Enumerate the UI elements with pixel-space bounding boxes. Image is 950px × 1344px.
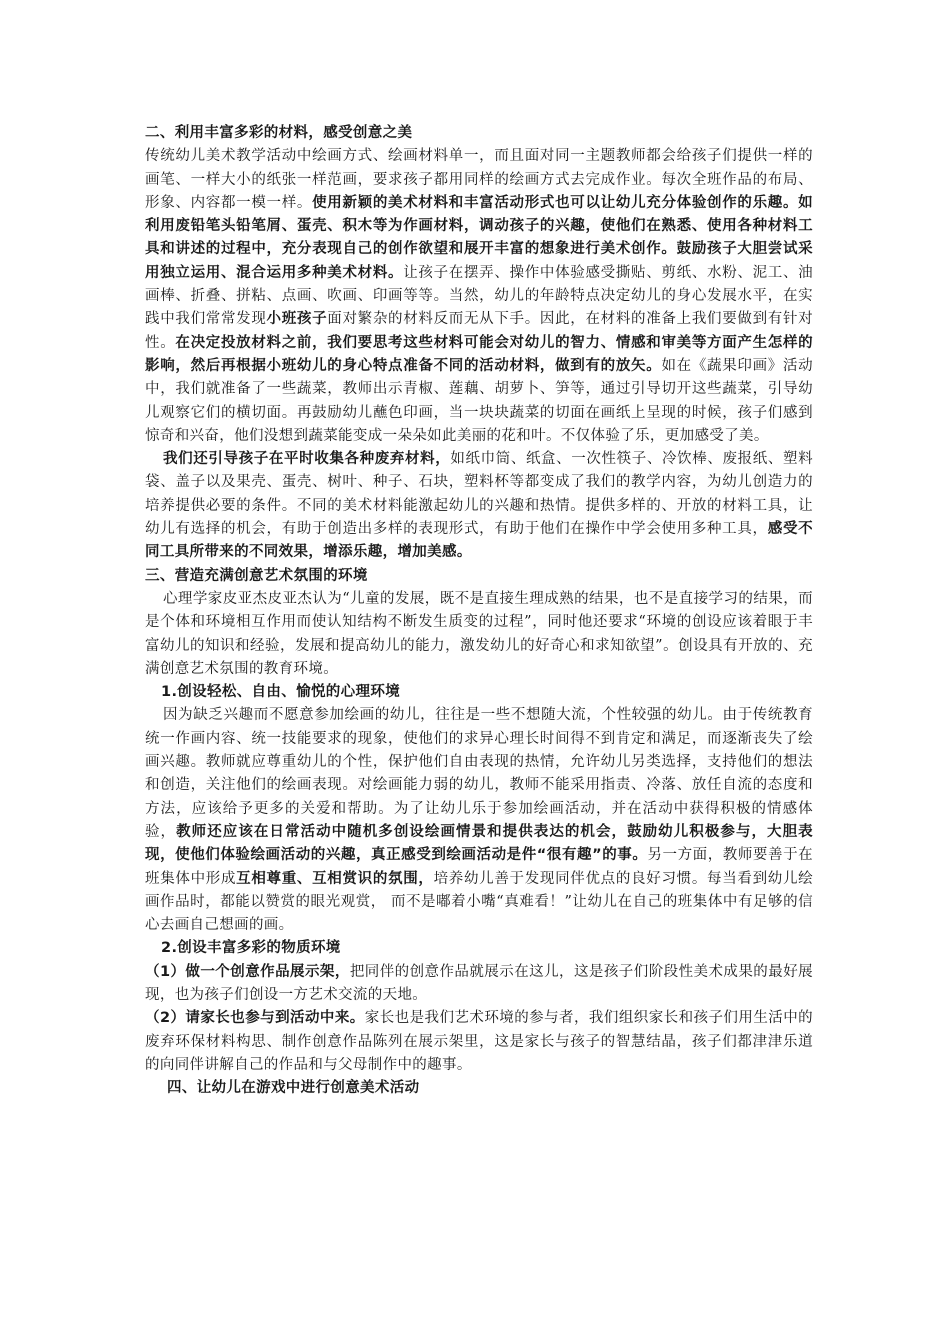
text: 因为缺乏兴趣而不愿意参加绘画的幼儿，往往是一些不想随大流，个性较强的幼儿。由于传统教育统一作画内容、统一技能要求的现象，使他们的求异心理长时间得不到肯定和满足，而逐渐丧失了绘画兴趣。教师就应尊重幼儿的个性，保护他们自由表现的热情，允许幼儿另类选择，支持他们的想法和创造，关注他们的绘画表现。对绘画能力弱的幼儿，教师不能采用指责、冷落、放任自流的态度和方法，应该给予更多的关爱和帮助。为了让幼儿乐于参加绘画活动，并在活动中获得积极的情感体验，	[145, 707, 813, 840]
bold-text: （1）做一个创意作品展示架，	[145, 963, 350, 980]
section-3-heading: 三、营造充满创意艺术氛围的环境	[145, 567, 368, 584]
text: 如纸巾筒、纸盒、一次性筷子、冷饮棒、废报纸、塑料袋、盖子以及果壳、蛋壳、树叶、种子、石块，塑料杯等都变成了我们的教学内容，为幼儿创造力的培养提供必要的条件。不同的美术材料能激起幼儿的兴趣和热情。提供多样的、开放的材料工具，让幼儿有选择的机会，有助于创造出多样的表现形式，有助于他们在操作中学会使用多种工具，	[145, 451, 813, 538]
bold-text: 在决定投放材料之前，我们要思考这些材料可能会对幼儿的智力、情感和审美等方面产生怎样的影响，然后再根据小班幼儿的身心特点准备不同的活动材料，做到有的放矢。	[145, 334, 814, 374]
document-body	[145, 122, 813, 1100]
section-2-paragraph-2	[145, 448, 813, 564]
section-3-intro: 心理学家皮亚杰皮亚杰认为“儿童的发展，既不是直接生理成熟的结果，也不是直接学习的结果，而是个体和环境相互作用而使认知结构不断发生质变的过程”，同时他还要求“环境的创设应该着眼于丰富幼儿的知识和经验，发展和提高幼儿的能力，激发幼儿的好奇心和求知欲望”。创设具有开放的、充满创意艺术氛围的教育环境。	[145, 590, 813, 677]
subsection-1-heading: 1.创设轻松、自由、愉悦的心理环境	[161, 684, 401, 701]
bold-text: 使用新颖的美术材料和丰富活动形式也可以让幼儿充分体验创作的乐趣。如利用废铅笔头铅笔屑、蛋壳、积木等为作画材料，调动孩子的兴趣，使他们在熟悉、使用各种材料工具和讲述的过程中，充分表现自己的创作欲望和展开丰富的想象进行美术创作。鼓励孩子大胆尝试采用独立运用、混合运用多种美术材料。	[145, 194, 814, 281]
bold-text: 小班孩子	[266, 311, 328, 328]
text: 让孩子在摆弄、操作中体验感受撕贴、剪纸、水粉、泥工、油画棒、折叠、拼粘、点画、吹画、印画等等。当然，幼儿的年龄特点决定幼儿的身心发展水平，在实践中我们常常发现	[145, 264, 813, 328]
text: 面对繁杂的材料反而无从下手。因此，在材料的准备上我们要做到有针对性。	[145, 311, 813, 351]
subsection-2-item-1	[145, 961, 813, 1008]
subsection-2-heading: 2.创设丰富多彩的物质环境	[161, 940, 341, 957]
text: 如在《蔬果印画》活动中，我们就准备了一些蔬菜，教师出示青椒、莲藕、胡萝卜、笋等，通过引导切开这些蔬菜，引导幼儿观察它们的横切面。再鼓励幼儿蘸色印画，当一块块蔬菜的切面在画纸上呈现的时候，孩子们感到惊奇和兴奋，他们没想到蔬菜能变成一朵朵如此美丽的花和叶。不仅体验了乐，更加感受了美。	[145, 357, 813, 444]
section-2-heading: 二、利用丰富多彩的材料，感受创意之美	[145, 125, 413, 141]
bold-text: 教师还应该在日常活动中随机多创设绘画情景和提供表达的机会，鼓励幼儿积极参与，大胆表现，使他们体验绘画活动的兴趣，真正感受到绘画活动是件“很有趣”的事。	[145, 823, 813, 864]
text: 家长也是我们艺术环境的参与者，我们组织家长和孩子们用生活中的废弃环保材料构思、制作创意作品陈列在展示架里，这是家长与孩子的智慧结晶，孩子们都津津乐道的向同伴讲解自己的作品和与父母制作中的趣事。	[145, 1010, 814, 1073]
subsection-1-paragraph	[145, 704, 813, 937]
text: 另一方面，教师要善于在班集体中形成	[145, 847, 813, 887]
section-2-paragraph-1	[145, 145, 813, 448]
bold-text: 感受不同工具所带来的不同效果，增添乐趣，增加美感。	[145, 521, 813, 561]
bold-text: 我们还引导孩子在平时收集各种废弃材料，	[163, 451, 451, 468]
bold-text: 互相尊重、互相赏识的氛围，	[236, 870, 434, 887]
text: 把同伴的创意作品就展示在这儿，这是孩子们阶段性美术成果的最好展现，也为孩子们创设一方艺术交流的天地。	[145, 963, 813, 1003]
text: 培养幼儿善于发现同伴优点的良好习惯。每当看到幼儿绘画作品时，都能以赞赏的眼光观赏， 而不是嘟着小嘴“真难看！”让幼儿在自己的班集体中有足够的信心去画自己想画的画。	[145, 870, 813, 934]
bold-text: （2）请家长也参与到活动中来。	[145, 1010, 365, 1027]
section-4-heading: 四、让幼儿在游戏中进行创意美术活动	[167, 1080, 420, 1097]
subsection-2-item-2	[145, 1007, 813, 1077]
text: 传统幼儿美术教学活动中绘画方式、绘画材料单一，而且面对同一主题教师都会给孩子们提供一样的画笔、一样大小的纸张一样范画，要求孩子都用同样的绘画方式去完成作业。每次全班作品的布局、形象、内容都一模一样。	[145, 148, 813, 211]
